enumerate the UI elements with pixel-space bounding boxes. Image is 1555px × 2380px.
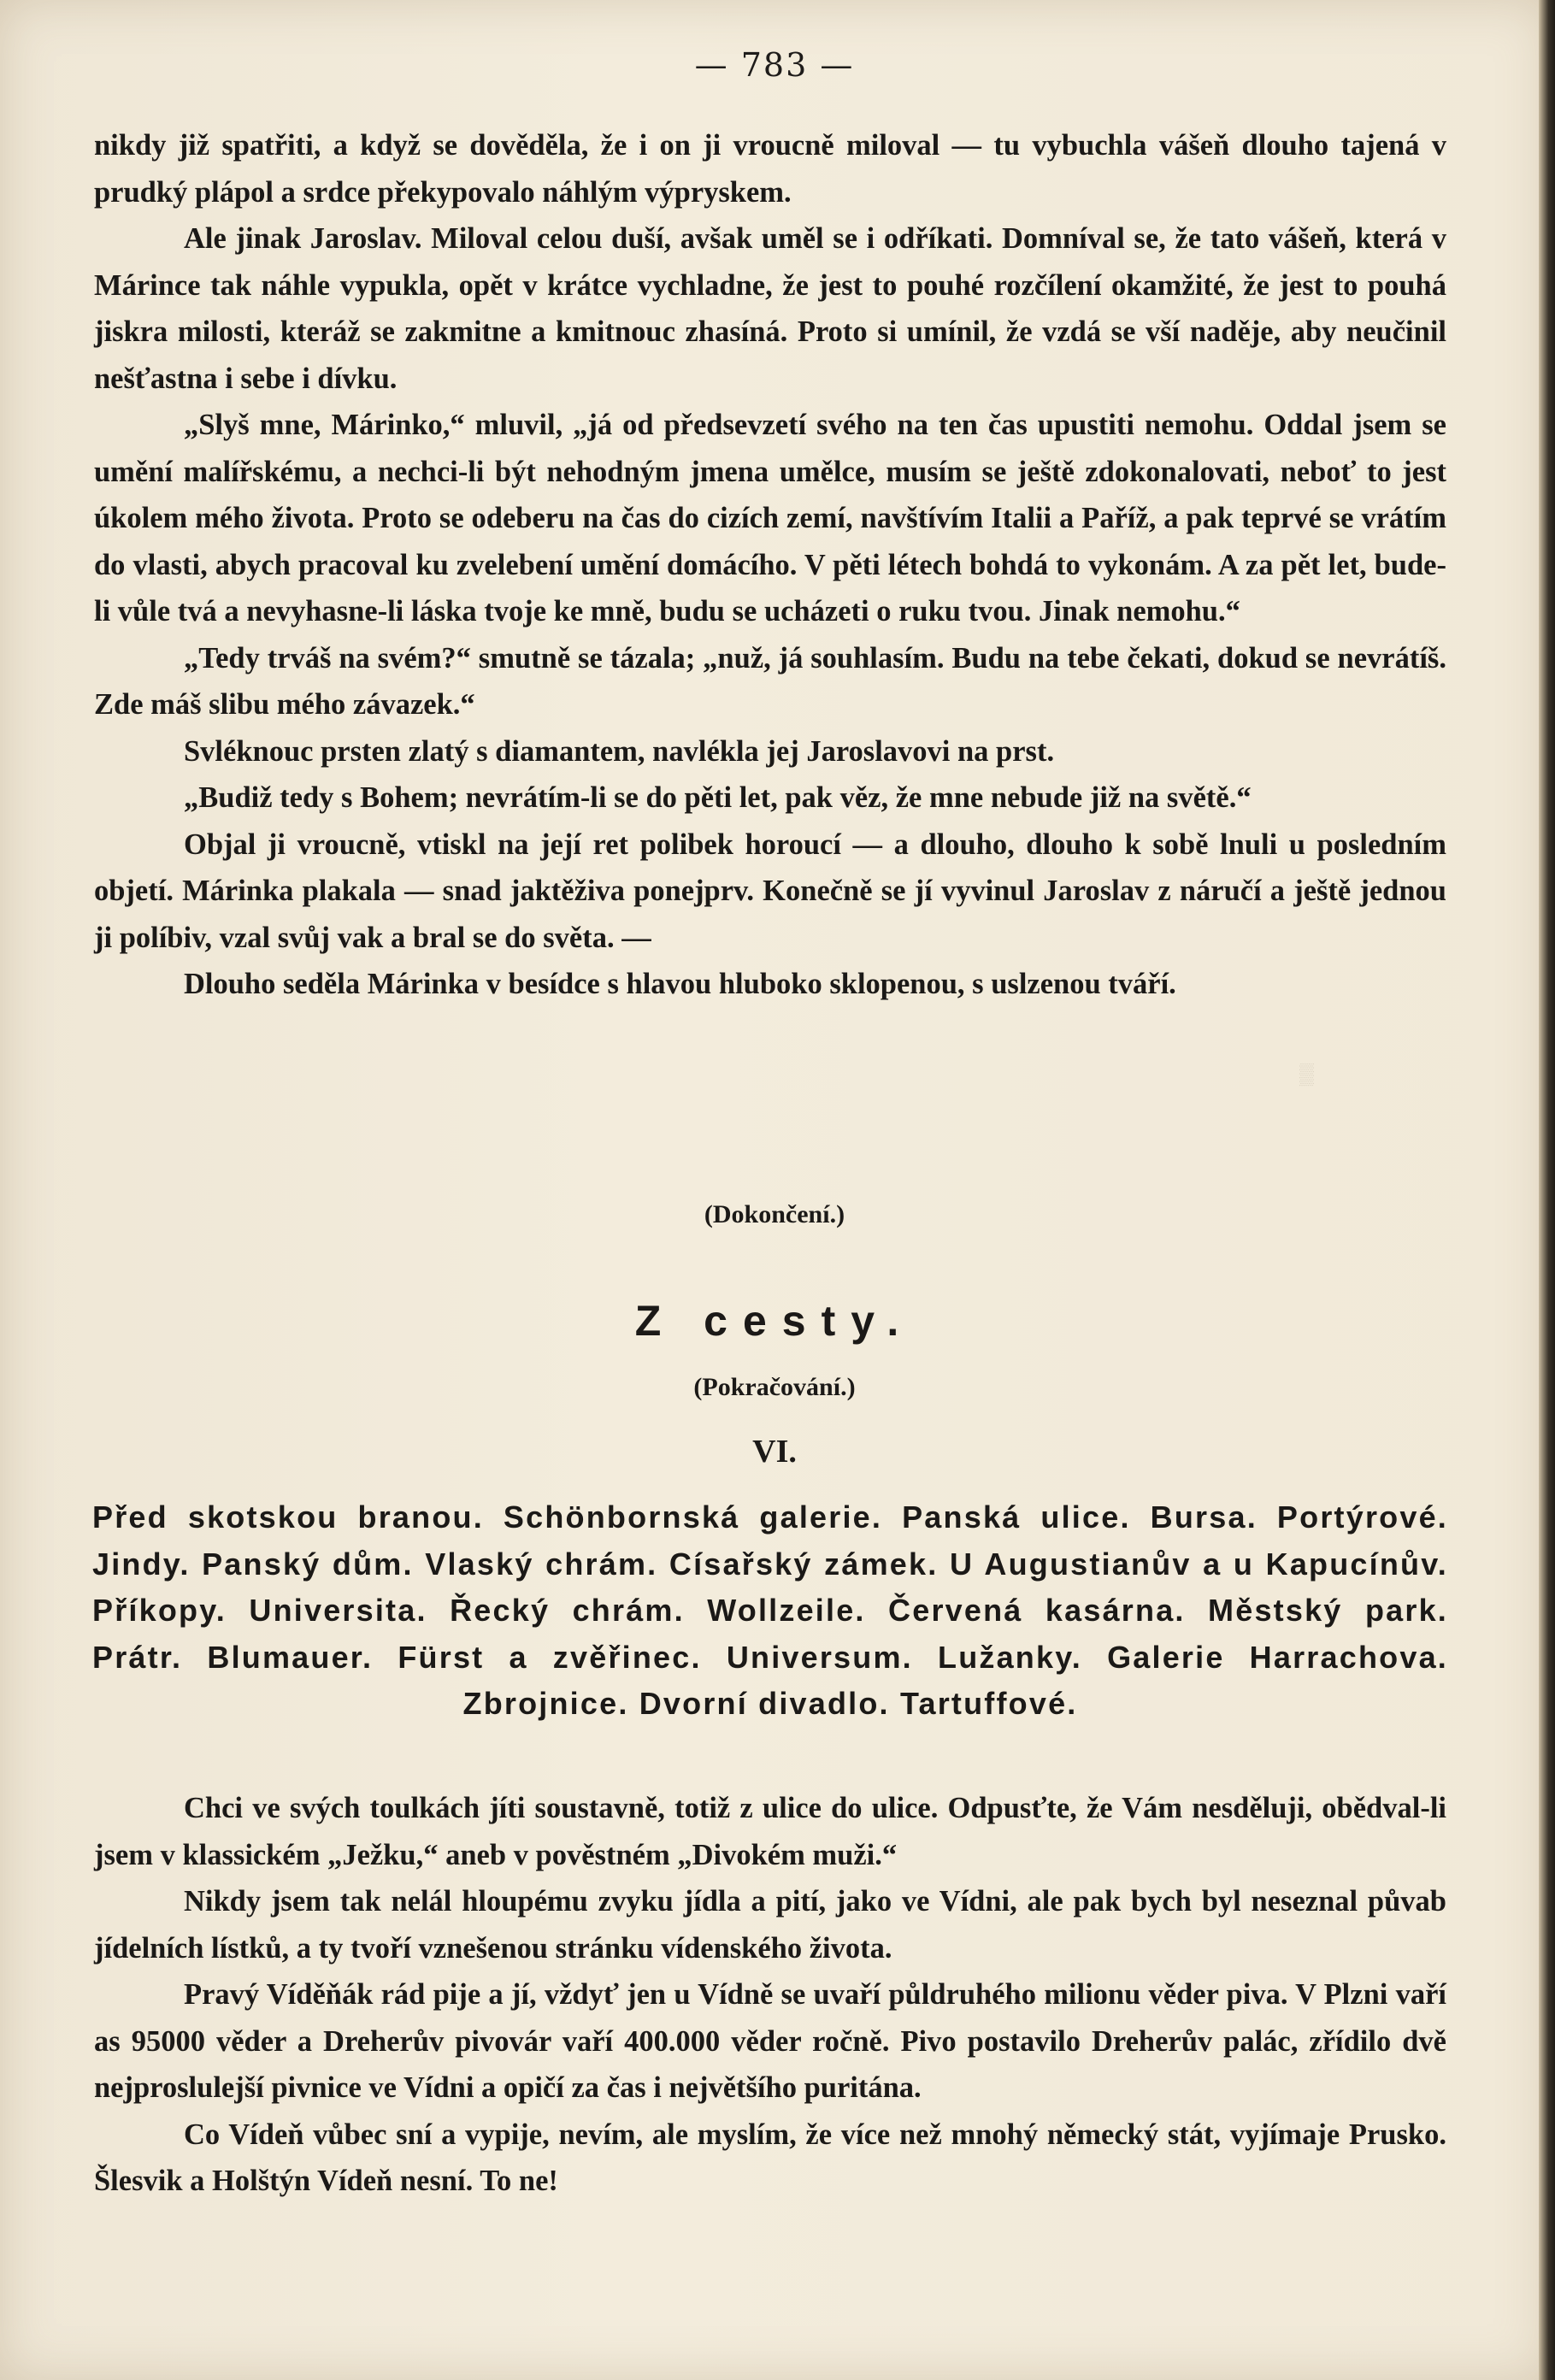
page-number: — 783 — [694,46,855,84]
story-paragraph-8: Dlouho seděla Márinka v besídce s hlavou hluboko sklopenou, s uslzenou tváří. [184,968,1176,1000]
section-title: Z cesty. [634,1297,915,1345]
story-paragraph-4: „Tedy trváš na svém?“ smutně se tázala; „nuž, já souhlasím. Budu na tebe čekati, dokud se nevrátíš. Zde máš slibu mého závazek.“ [94,641,1446,721]
story-paragraph-3: „Slyš mne, Márinko,“ mluvil, „já od předsevzetí svého na ten čas upustiti nemohu. Oddal jsem se umění malířskému, a nechci-li být nehodným jmena umělce, musím se ještě zdokonalovati, neboť to jest úkolem mého života. Proto se odeberu na čas do cizích zemí, navštívím Italii a Paříž, a pak teprvé se vrátím do vlasti, abych pracoval ku zvelebení umění domácího. V pěti létech bohdá to vykonám. A za pět let, bude-li vůle tvá a nevyhasne-li láska tvoje ke mně, budu se ucházeti o ruku tvou. Jinak nemohu.“ [94,409,1446,627]
chapter-paragraph-2: Nikdy jsem tak nelál hloupému zvyku jídla a pití, jako ve Vídni, ale pak bych byl neseznal půvab jídelních lístků, a ty tvoří vznešenou stránku vídenského života. [94,1885,1446,1965]
chapter-paragraph-3: Pravý Víděňák rád pije a jí, vždyť jen u Vídně se uvaří půldruhého milionu věder piva. V Plzni vaří as 95000 věder a Dreherův pivovár vaří 400.000 věder ročně. Pivo postavilo Dreherův palác, zřídilo dvě nejproslulejší pivnice ve Vídni a opičí za čas i největšího puritána. [94,1978,1446,2104]
end-note: (Dokončení.) [704,1200,845,1228]
story-paragraph-7: Objal ji vroucně, vtiskl na její ret polibek horoucí — a dlouho, dlouho k sobě lnuli u posledním objetí. Márinka plakala — snad jaktěživa ponejprv. Konečně se jí vyvinul Jaroslav z náručí a ještě jednou ji políbiv, vzal svůj vak a bral se do světa. — [94,828,1446,954]
bleed-through-right: ▒ [1299,1063,1315,1086]
story-paragraph-2: Ale jinak Jaroslav. Miloval celou duší, avšak uměl se i odříkati. Domníval se, že tato vášeň, která v Márince tak náhle vypukla, opět v krátce vychladne, že jest to pouhé rozčílení okamžité, že jest to pouhá jiskra milosti, kteráž se zakmitne a kmitnouc zhasíná. Proto si umínil, že vzdá se vší naděje, aby neučinil nešťastna i sebe i dívku. [94,222,1446,395]
page-edge-shadow [1539,0,1555,2380]
story-paragraph-5: Svléknouc prsten zlatý s diamantem, navlékla jej Jaroslavovi na prst. [184,734,1055,768]
story-conclusion [94,122,1446,1008]
chapter-paragraph-4: Co Vídeň vůbec sní a vypije, nevím, ale myslím, že více než mnohý německý stát, vyjímaje Prusko. Šlesvik a Holštýn Vídeň nesní. To ne! [94,2118,1446,2197]
chapter-paragraph-1: Chci ve svých toulkách jíti soustavně, totiž z ulice do ulice. Odpusťte, že Vám nesděluji, obědval-li jsem v klassickém „Ježku,“ aneb v pověstném „Divokém muži.“ [94,1792,1446,1871]
story-paragraph-6: „Budiž tedy s Bohem; nevrátím-li se do pěti let, pak věz, že mne nebude již na světě.“ [184,781,1252,814]
chapter-number: VI. [752,1434,797,1470]
story-paragraph-1: nikdy již spatřiti, a když se dověděla, že i on ji vroucně miloval — tu vybuchla vášeň dlouho tajená v prudký plápol a srdce překypovalo náhlým výpryskem. [94,129,1446,209]
chapter-summary: Před skotskou branou. Schönbornská galerie. Panská ulice. Bursa. Portýrové. Jindy. Panský dům. Vlaský chrám. Císařský zámek. U Augustianův a u Kapucínův. Příkopy. Universita. Řecký chrám. Wollzeile. Červená kasárna. Městský park. Prátr. Blumauer. Fürst a zvěřinec. Universum. Lužanky. Galerie Harrachova. Zbrojnice. Dvorní divadlo. Tartuffové. [92,1499,1448,1721]
continued-note: (Pokračování.) [693,1373,856,1401]
chapter-body [94,1785,1446,2205]
